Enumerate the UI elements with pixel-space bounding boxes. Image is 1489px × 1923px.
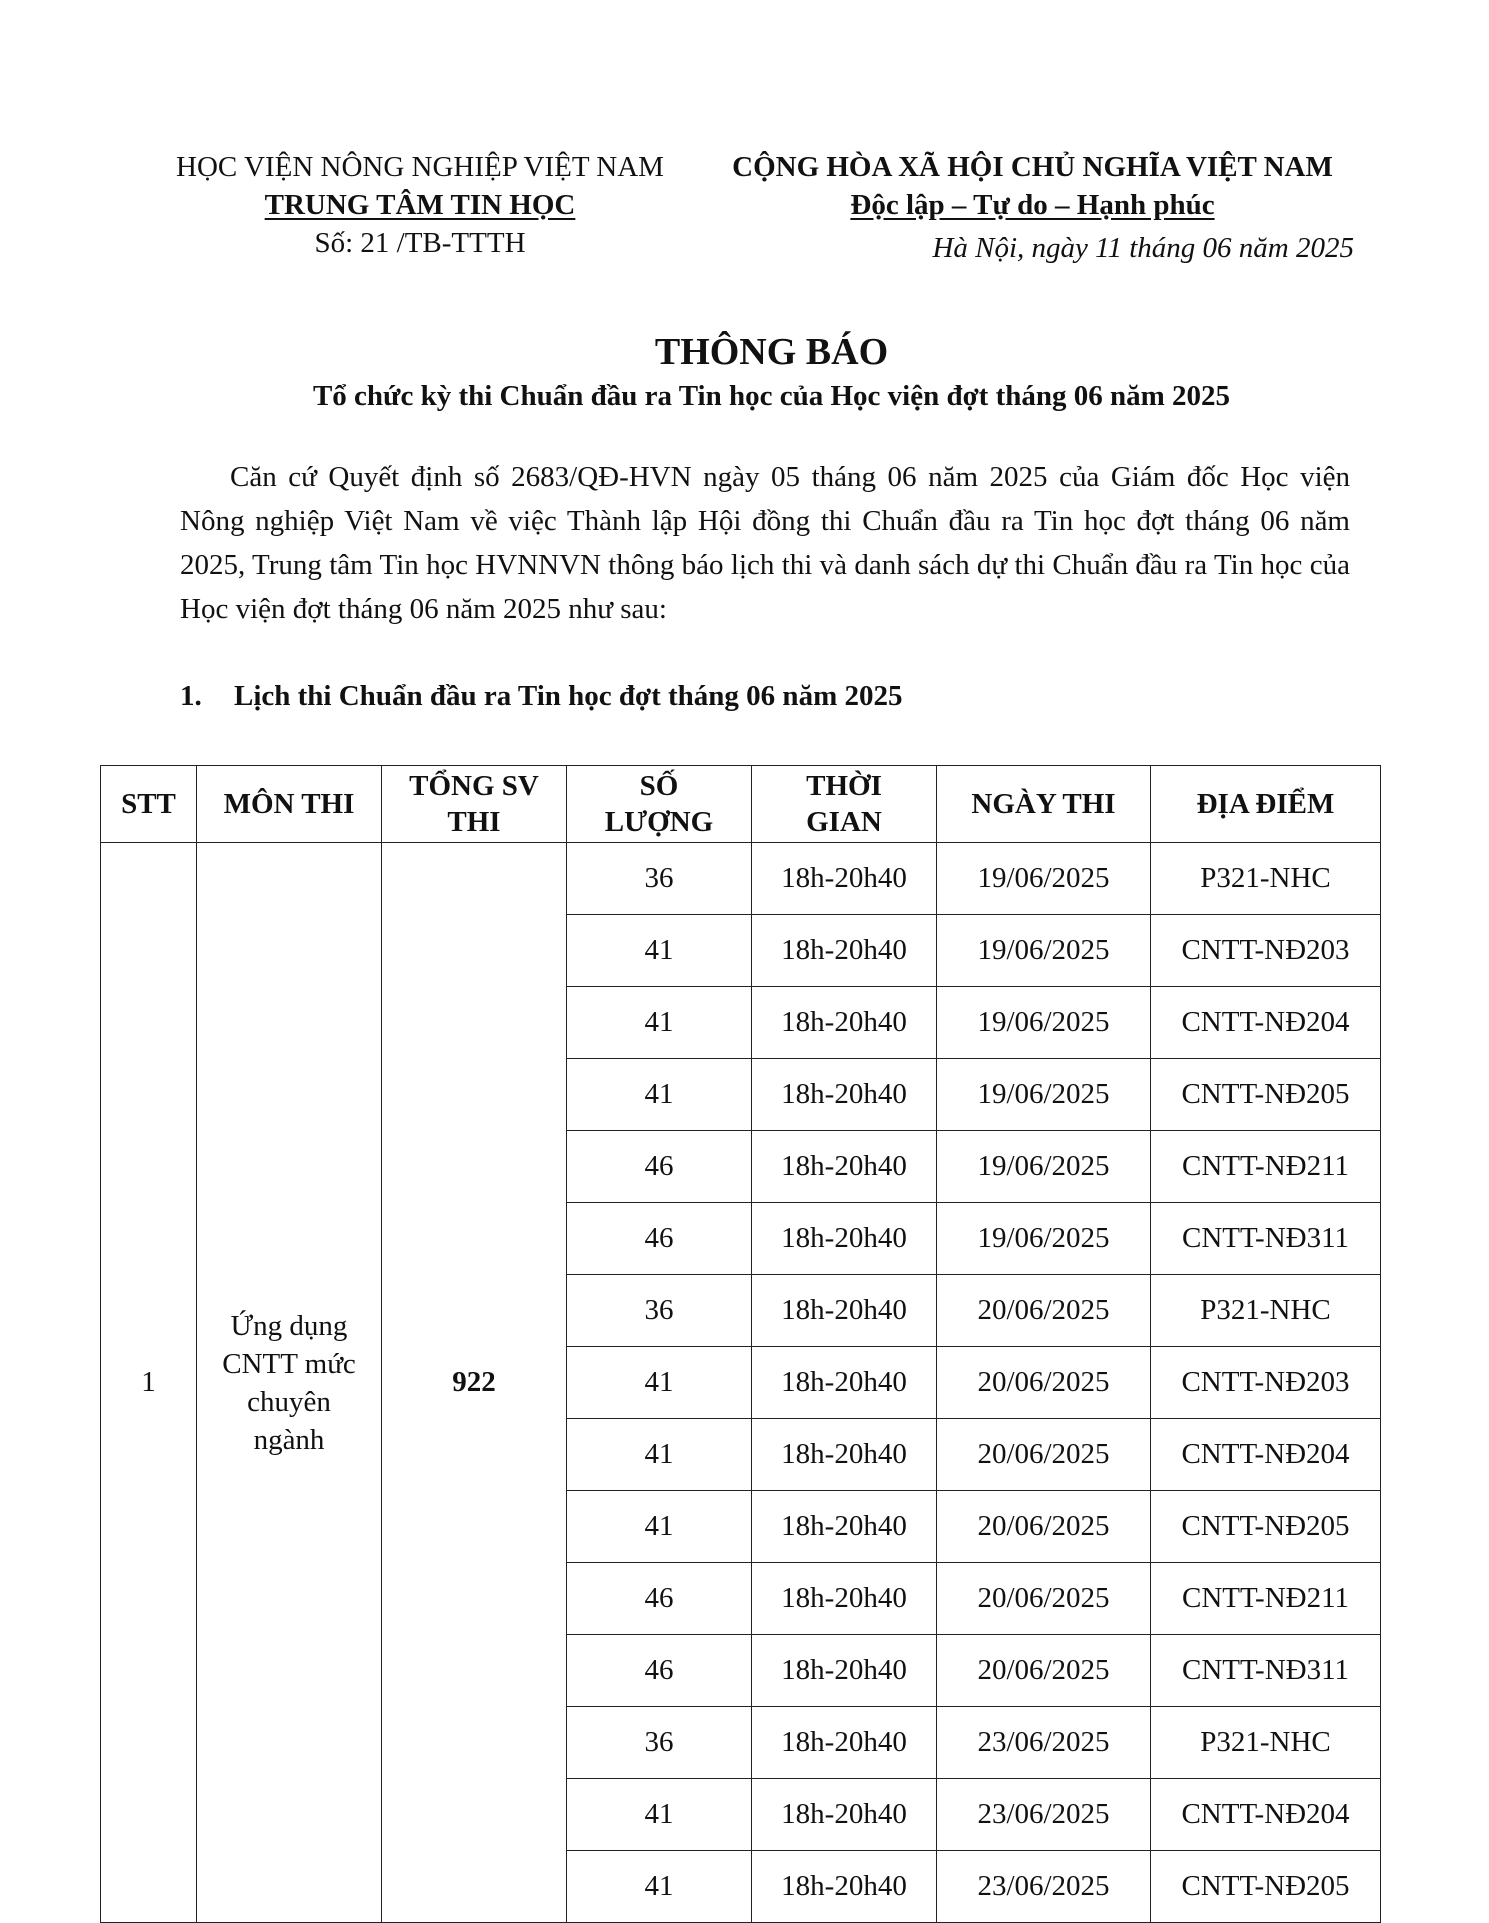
group-total: 922 xyxy=(382,843,567,1923)
cell-time: 18h-20h40 xyxy=(752,843,937,915)
cell-date: 20/06/2025 xyxy=(937,1635,1151,1707)
nation-title: CỘNG HÒA XÃ HỘI CHỦ NGHĨA VIỆT NAM xyxy=(732,151,1333,183)
cell-time: 18h-20h40 xyxy=(752,1851,937,1923)
header-subject: MÔN THI xyxy=(197,766,382,843)
cell-quantity: 36 xyxy=(567,1707,752,1779)
cell-location: P321-NHC xyxy=(1151,1275,1381,1347)
cell-location: CNTT-NĐ211 xyxy=(1151,1563,1381,1635)
cell-quantity: 36 xyxy=(567,843,752,915)
cell-date: 19/06/2025 xyxy=(937,1203,1151,1275)
table-row xyxy=(101,843,1381,915)
cell-time: 18h-20h40 xyxy=(752,1059,937,1131)
cell-date: 20/06/2025 xyxy=(937,1275,1151,1347)
cell-location: CNTT-NĐ311 xyxy=(1151,1635,1381,1707)
intro-text: Căn cứ Quyết định số 2683/QĐ-HVN ngày 05 tháng 06 năm 2025 của Giám đốc Học viện Nông nghiệp Việt Nam về việc Thành lập Hội đồng thi Chuẩn đầu ra Tin học đợt tháng 06 năm 2025, Trung tâm Tin học HVNNVN thông báo lịch thi và danh sách dự thi Chuẩn đầu ra Tin học của Học viện đợt tháng 06 năm 2025 như sau: xyxy=(180,461,1350,625)
cell-quantity: 41 xyxy=(567,915,752,987)
cell-location: P321-NHC xyxy=(1151,843,1381,915)
cell-location: CNTT-NĐ204 xyxy=(1151,987,1381,1059)
cell-date: 23/06/2025 xyxy=(937,1779,1151,1851)
group-stt: 1 xyxy=(101,843,197,1923)
cell-date: 20/06/2025 xyxy=(937,1491,1151,1563)
cell-time: 18h-20h40 xyxy=(752,1635,937,1707)
cell-location: CNTT-NĐ211 xyxy=(1151,1131,1381,1203)
document-date: Hà Nội, ngày 11 tháng 06 năm 2025 xyxy=(932,232,1354,264)
org-unit: TRUNG TÂM TIN HỌC xyxy=(264,189,576,221)
section-title: Lịch thi Chuẩn đầu ra Tin học đợt tháng 06 năm 2025 xyxy=(234,680,903,712)
document-number: Số: 21 /TB-TTTH xyxy=(314,227,526,259)
header-time: THỜI GIAN xyxy=(752,766,937,843)
cell-quantity: 41 xyxy=(567,1851,752,1923)
cell-location: CNTT-NĐ205 xyxy=(1151,1059,1381,1131)
cell-location: CNTT-NĐ204 xyxy=(1151,1779,1381,1851)
cell-time: 18h-20h40 xyxy=(752,1203,937,1275)
cell-date: 19/06/2025 xyxy=(937,915,1151,987)
cell-time: 18h-20h40 xyxy=(752,1707,937,1779)
cell-quantity: 46 xyxy=(567,1635,752,1707)
cell-quantity: 41 xyxy=(567,1779,752,1851)
header-location: ĐỊA ĐIỂM xyxy=(1151,766,1381,843)
cell-time: 18h-20h40 xyxy=(752,1491,937,1563)
cell-date: 19/06/2025 xyxy=(937,1059,1151,1131)
cell-date: 20/06/2025 xyxy=(937,1563,1151,1635)
header-total-students: TỔNG SV THI xyxy=(382,766,567,843)
cell-location: P321-NHC xyxy=(1151,1707,1381,1779)
cell-date: 19/06/2025 xyxy=(937,1131,1151,1203)
intro-paragraph xyxy=(180,455,1350,631)
cell-location: CNTT-NĐ203 xyxy=(1151,1347,1381,1419)
cell-date: 20/06/2025 xyxy=(937,1347,1151,1419)
header-quantity: SỐ LƯỢNG xyxy=(567,766,752,843)
section-number: 1. xyxy=(180,680,202,712)
cell-quantity: 41 xyxy=(567,1059,752,1131)
cell-quantity: 41 xyxy=(567,1419,752,1491)
cell-time: 18h-20h40 xyxy=(752,1131,937,1203)
cell-date: 23/06/2025 xyxy=(937,1707,1151,1779)
org-name: HỌC VIỆN NÔNG NGHIỆP VIỆT NAM xyxy=(176,151,664,183)
table-header-row xyxy=(101,766,1381,843)
cell-quantity: 41 xyxy=(567,987,752,1059)
cell-quantity: 36 xyxy=(567,1275,752,1347)
group-subject: Ứng dụng CNTT mức chuyên ngành xyxy=(197,843,382,1923)
exam-schedule-table xyxy=(100,765,1381,1923)
header-stt: STT xyxy=(101,766,197,843)
section-heading xyxy=(180,680,902,713)
cell-location: CNTT-NĐ205 xyxy=(1151,1491,1381,1563)
cell-location: CNTT-NĐ204 xyxy=(1151,1419,1381,1491)
cell-time: 18h-20h40 xyxy=(752,1419,937,1491)
cell-time: 18h-20h40 xyxy=(752,1275,937,1347)
cell-date: 19/06/2025 xyxy=(937,987,1151,1059)
cell-quantity: 41 xyxy=(567,1491,752,1563)
nation-motto: Độc lập – Tự do – Hạnh phúc xyxy=(850,189,1215,221)
cell-quantity: 46 xyxy=(567,1131,752,1203)
organization-header xyxy=(150,148,690,262)
cell-quantity: 46 xyxy=(567,1203,752,1275)
cell-date: 23/06/2025 xyxy=(937,1851,1151,1923)
cell-time: 18h-20h40 xyxy=(752,987,937,1059)
national-header xyxy=(710,148,1355,224)
page-title: THÔNG BÁO xyxy=(654,331,889,373)
page-subtitle: Tổ chức kỳ thi Chuẩn đầu ra Tin học của Học viện đợt tháng 06 năm 2025 xyxy=(312,380,1231,412)
cell-time: 18h-20h40 xyxy=(752,1347,937,1419)
cell-location: CNTT-NĐ205 xyxy=(1151,1851,1381,1923)
cell-quantity: 46 xyxy=(567,1563,752,1635)
cell-time: 18h-20h40 xyxy=(752,1563,937,1635)
cell-time: 18h-20h40 xyxy=(752,915,937,987)
cell-location: CNTT-NĐ203 xyxy=(1151,915,1381,987)
cell-date: 20/06/2025 xyxy=(937,1419,1151,1491)
cell-location: CNTT-NĐ311 xyxy=(1151,1203,1381,1275)
cell-quantity: 41 xyxy=(567,1347,752,1419)
cell-time: 18h-20h40 xyxy=(752,1779,937,1851)
header-exam-date: NGÀY THI xyxy=(937,766,1151,843)
cell-date: 19/06/2025 xyxy=(937,843,1151,915)
